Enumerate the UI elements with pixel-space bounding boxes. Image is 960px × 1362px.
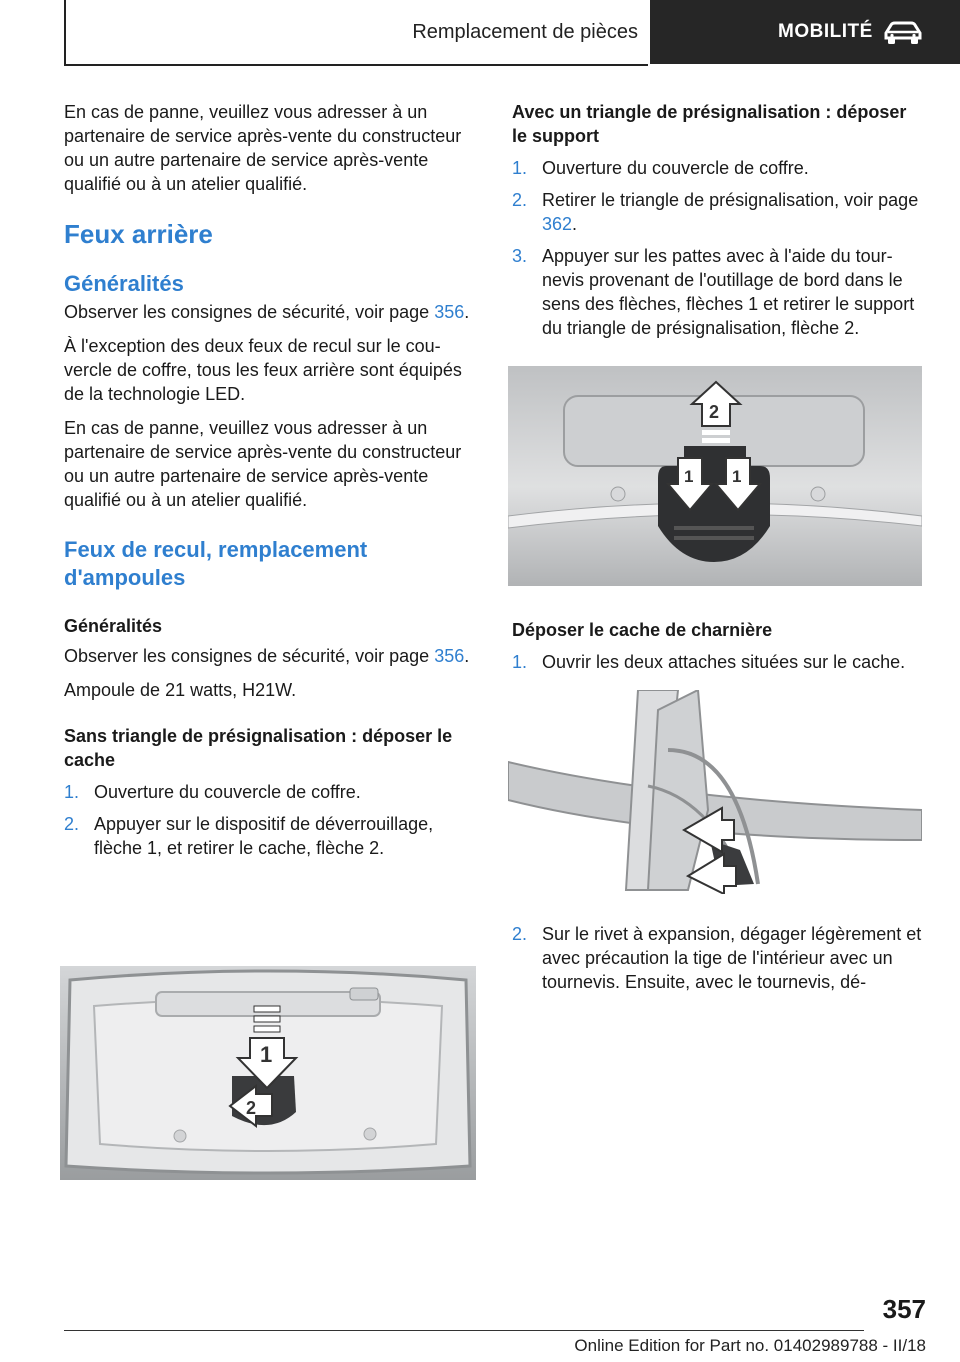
step-number: 1. — [512, 652, 528, 672]
subsection-title-feux-de-recul: Feux de recul, remplacement d'ampoules — [64, 537, 368, 590]
right-column — [512, 100, 926, 348]
subsection-title-generalites: Généralités — [64, 271, 184, 296]
step-text: Sur le rivet à expansion, dégager légèrement et avec précaution la tige de l'intérieur avec un tournevis. Ensuite, avec le tournevis, dé- — [542, 924, 922, 992]
list-item — [64, 812, 478, 860]
step-number: 1. — [512, 158, 528, 178]
recul-safety-text: Observer les consignes de sécurité, voir page — [64, 646, 435, 666]
step-text: Retirer le triangle de présignalisation, voir page — [542, 190, 919, 210]
chapter-tab-label: MOBILITÉ — [778, 21, 873, 42]
step-number: 1. — [64, 782, 80, 802]
step-number: 2. — [512, 924, 528, 944]
list-item — [512, 650, 926, 674]
page-link-356[interactable]: 356 — [434, 302, 465, 322]
section-title-feux-arriere: Feux arrière — [64, 219, 213, 249]
heading-cache-charniere: Déposer le cache de charnière — [512, 620, 773, 640]
heading-sans-triangle: Sans triangle de présignalisation : déposer le cache — [64, 726, 453, 770]
recul-safety-paragraph — [64, 644, 478, 668]
arrow-label-1b: 1 — [732, 467, 742, 486]
car-icon — [882, 20, 924, 46]
list-item — [512, 244, 926, 340]
step-number: 2. — [512, 190, 528, 210]
arrow-label-1: 1 — [260, 1042, 273, 1067]
right-column-lower — [512, 618, 926, 682]
step-text: Ouverture du couvercle de coffre. — [542, 158, 809, 178]
recul-safety-period: . — [464, 646, 470, 666]
bulb-paragraph: Ampoule de 21 watts, H21W. — [64, 680, 297, 700]
hinge-cover-illustration — [508, 690, 922, 894]
intro-paragraph: En cas de panne, veuillez vous adresser à un partenaire de service après-vente du constructeur ou un autre partenaire de service après-vente qualifié ou à un atelier qualifié. — [64, 102, 462, 194]
step-period: . — [572, 214, 578, 234]
list-item — [512, 156, 926, 180]
hinge-cover-figure — [508, 690, 922, 894]
step-text: Appuyer sur le dispositif de déverrouillage, flèche 1, et retirer le cache, flèche 2. — [94, 814, 434, 858]
header-bottom-rule — [64, 64, 648, 66]
safety-paragraph — [64, 300, 478, 324]
footer-edition: Online Edition for Part no. 01402989788 - II/18 — [574, 1336, 926, 1355]
cache-steps-a — [512, 650, 926, 674]
step-text: Ouvrir les deux attaches situées sur le cache. — [542, 652, 906, 672]
page-number: 357 — [882, 1294, 926, 1324]
arrow-label-1a: 1 — [684, 467, 694, 486]
heading-generalites: Généralités — [64, 616, 163, 636]
heading-avec-triangle: Avec un triangle de présignalisation : déposer le support — [512, 102, 907, 146]
arrow-label-2: 2 — [246, 1098, 257, 1118]
safety-text: Observer les consignes de sécurité, voir page — [64, 302, 435, 322]
safety-period: . — [464, 302, 470, 322]
page-link-356-b[interactable]: 356 — [434, 646, 465, 666]
cache-steps-b — [512, 922, 926, 994]
page-link-362[interactable]: 362 — [542, 214, 573, 234]
header-section-title: Remplacement de pièces — [412, 20, 638, 43]
arrow-label-2: 2 — [709, 402, 720, 422]
left-column — [64, 100, 478, 868]
footer-rule — [64, 1330, 864, 1331]
trunk-lid-figure — [60, 966, 476, 1180]
triangle-support-figure — [508, 366, 922, 586]
trunk-lid-illustration — [60, 966, 476, 1180]
sans-triangle-steps — [64, 780, 478, 860]
breakdown-paragraph: En cas de panne, veuillez vous adresser à un partenaire de service après-vente du constructeur ou un autre partenaire de service après-vente qualifié ou à un atelier qualifié. — [64, 418, 462, 510]
triangle-support-illustration — [508, 366, 922, 586]
list-item — [512, 188, 926, 236]
header-chapter-tab[interactable] — [650, 0, 960, 64]
right-column-bottom — [512, 922, 926, 1002]
list-item — [512, 922, 926, 994]
step-number: 3. — [512, 246, 528, 266]
step-text: Ouverture du couvercle de coffre. — [94, 782, 361, 802]
list-item — [64, 780, 478, 804]
step-number: 2. — [64, 814, 80, 834]
led-paragraph: À l'exception des deux feux de recul sur le couvercle de coffre, tous les feux arrière sont équipés de la technologie LED. — [64, 336, 462, 404]
step-text: Appuyer sur les pattes avec à l'aide du tournevis provenant de l'outillage de bord dans le sens des flèches, flèches 1 et retirer le support du triangle de présignalisation, flèche 2. — [542, 246, 915, 338]
avec-triangle-steps — [512, 156, 926, 340]
